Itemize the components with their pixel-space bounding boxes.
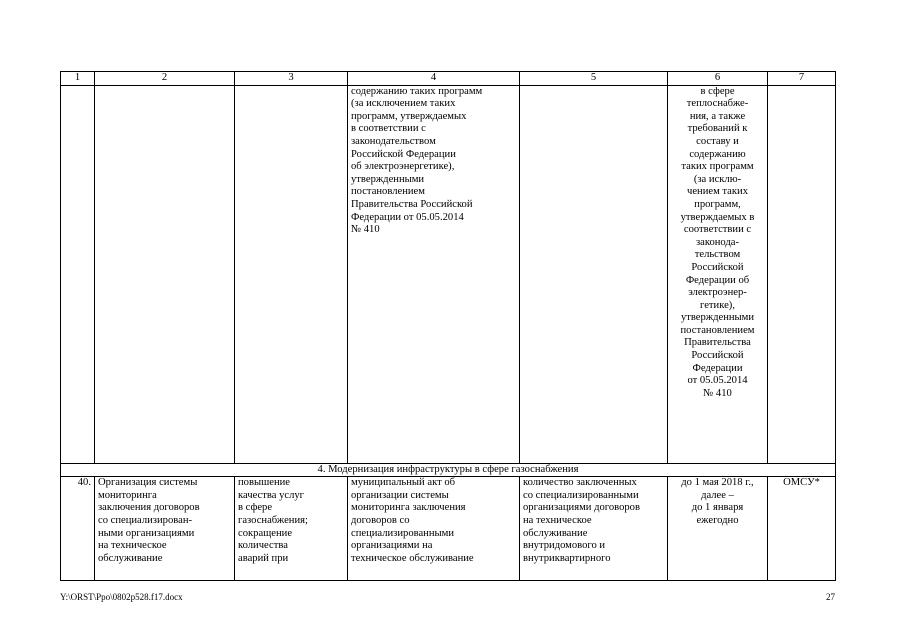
measures-table [60,71,836,581]
indicator: количество заключенных со специализированными организациями договоров на техническое обслуживание внутридомового и внутриквартирного [520,477,668,581]
continued-row [61,85,836,463]
column-number-4: 4 [348,72,520,86]
column-number-2: 2 [95,72,235,86]
section-title: 4. Модернизация инфраструктуры в сфере газоснабжения [61,463,836,477]
continued-cell-6: в сфере теплоснабже- ния, а также требований к составу и содержанию таких программ (за исклю- чением таких программ, утверждаемых в соответствии с законода- тельством Российской Федерации об электроэнер- гетике), утвержденными постановлением Правительства Российской Федерации от 05.05.2014 № 410 [668,85,768,463]
continued-cell-2 [95,85,235,463]
continued-cell-3 [235,85,348,463]
table-row-40 [61,477,836,581]
deadline: до 1 мая 2018 г., далее – до 1 января ежегодно [668,477,768,581]
expected-result: повышение качества услуг в сфере газоснабжения; сокращение количества аварий при [235,477,348,581]
responsible: ОМСУ* [768,477,836,581]
continued-cell-5 [520,85,668,463]
column-number-3: 3 [235,72,348,86]
document-type: муниципальный акт об организации системы мониторинга заключения договоров со специализированными организациями на техническое обслуживание [348,477,520,581]
row-number: 40. [61,477,95,581]
column-number-6: 6 [668,72,768,86]
column-number-1: 1 [61,72,95,86]
continued-cell-7 [768,85,836,463]
column-number-row [61,72,836,86]
file-path: Y:\ORST\Ppo\0802p528.f17.docx [60,592,183,602]
column-number-7: 7 [768,72,836,86]
column-number-5: 5 [520,72,668,86]
page-number: 27 [826,592,835,602]
measure-name: Организация системы мониторинга заключения договоров со специализирован- ными организациями на техническое обслуживание [95,477,235,581]
continued-cell-4: содержанию таких программ (за исключением таких программ, утверждаемых в соответствии с законодательством Российской Федерации об электроэнергетике), утвержденными постановлением Правительства Российской Федерации от 05.05.2014 № 410 [348,85,520,463]
section-heading-row [61,463,836,477]
continued-cell-1 [61,85,95,463]
